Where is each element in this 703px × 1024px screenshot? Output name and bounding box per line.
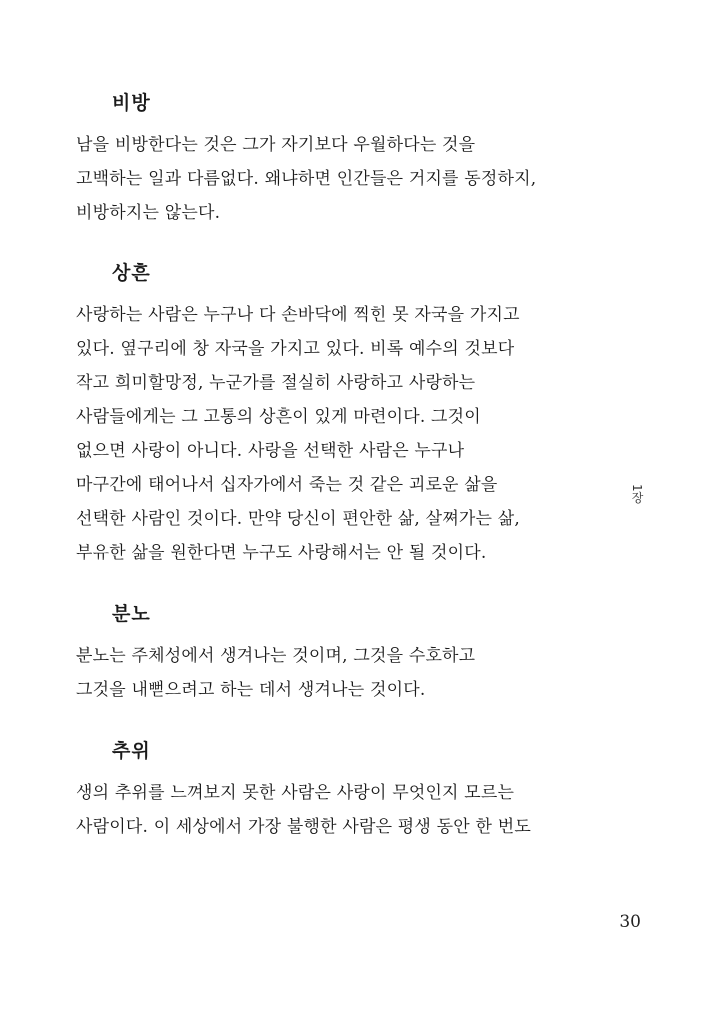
section-paragraph [76,298,596,570]
text-line: 생의 추위를 느껴보지 못한 사람은 사랑이 무엇인지 모르는 [76,783,515,803]
text-line: 사람들에게는 그 고통의 상흔이 있게 마련이다. 그것이 [76,407,481,427]
page-number: 30 [619,912,641,932]
text-line: 있다. 옆구리에 창 자국을 가지고 있다. 비록 예수의 것보다 [76,339,515,359]
section-scar [76,262,596,570]
section-heading: 분노 [112,603,151,625]
text-line: 그것을 내뻗으려고 하는 데서 생겨나는 것이다. [76,680,426,700]
section-paragraph [76,776,596,844]
section-slander [76,92,596,230]
text-line: 비방하지는 않는다. [76,203,221,223]
text-line: 부유한 삶을 원한다면 누구도 사랑해서는 안 될 것이다. [76,543,487,563]
text-line: 사람이다. 이 세상에서 가장 불행한 사람은 평생 동안 한 번도 [76,817,531,837]
text-line: 없으면 사랑이 아니다. 사랑을 선택한 사람은 누구나 [76,441,465,461]
text-line: 작고 희미할망정, 누군가를 절실히 사랑하고 사랑하는 [76,373,476,393]
section-cold [76,740,596,844]
text-line: 남을 비방한다는 것은 그가 자기보다 우월하다는 것을 [76,135,476,155]
text-line: 마구간에 태어나서 십자가에서 죽는 것 같은 괴로운 삶을 [76,475,498,495]
section-paragraph [76,639,596,707]
text-line: 고백하는 일과 다름없다. 왜냐하면 인간들은 거지를 동정하지, [76,169,537,189]
section-paragraph [76,128,596,230]
section-heading: 추위 [112,740,151,762]
section-heading: 비방 [112,92,151,114]
text-line: 분노는 주체성에서 생겨나는 것이며, 그것을 수호하고 [76,646,476,666]
text-line: 선택한 사람인 것이다. 만약 당신이 편안한 삶, 살쪄가는 삶, [76,509,520,529]
section-anger [76,603,596,707]
section-heading: 상흔 [112,262,151,284]
text-line: 사랑하는 사람은 누구나 다 손바닥에 찍힌 못 자국을 가지고 [76,305,520,325]
chapter-marker: 1장 [630,484,644,504]
